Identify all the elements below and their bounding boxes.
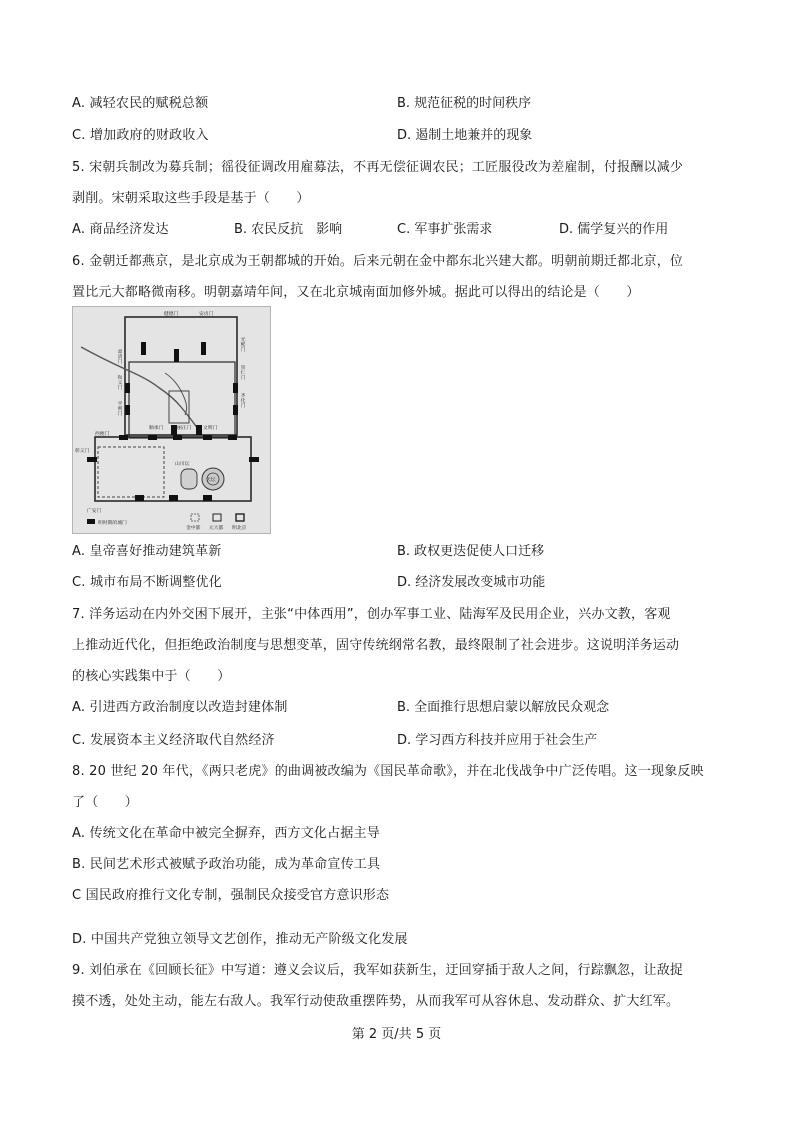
legend-label-ming: 明北京 <box>232 526 247 531</box>
map-gate-label: 西便门 <box>95 432 110 437</box>
legend-label-jin: 金中都 <box>186 526 201 531</box>
temple-shanchuan <box>181 469 197 489</box>
map-gate-label: 崇仁门 <box>239 365 245 380</box>
q6-option-c: C. 城市布局不断调整优化 <box>72 575 222 590</box>
q5-option-c: C. 军事扩张需求 <box>397 222 493 237</box>
beijing-city-map <box>72 306 271 534</box>
q5-option-d: D. 儒学复兴的作用 <box>559 222 669 237</box>
map-gate-label: 广安门 <box>87 509 102 514</box>
q8-stem-line1: 8. 20 世纪 20 年代，《两只老虎》的曲调被改编为《国民革命歌》，并在北伐战争中广泛传唱。这一现象反映 <box>72 764 704 779</box>
map-gate-label: 和义门 <box>116 375 122 390</box>
map-gate-label: 彰义门 <box>75 449 90 454</box>
q6-stem-line1: 6. 金朝迁都燕京，是北京成为王朝都城的开始。后来元朝在金中都东北兴建大都。明朝前期迁都北京，位 <box>72 254 684 269</box>
river <box>81 347 198 429</box>
q9-stem-line2: 摸不透，处处主动，能左右敌人。我军行动使敌重摆阵势，从而我军可从容休息、发动群众、扩大红军。 <box>72 994 680 1009</box>
q6-option-a: A. 皇帝喜好推动建筑革新 <box>72 544 222 559</box>
q6-option-d: D. 经济发展改变城市功能 <box>397 575 546 590</box>
q7-stem-line2: 上推动近代化，但拒绝政治制度与思想变革，固守传统纲常名教，最终限制了社会进步。这说明洋务运动 <box>72 638 680 653</box>
q4-option-a: A. 减轻农民的赋税总额 <box>72 96 209 111</box>
imperial-palace <box>169 391 189 423</box>
legend-yuan-swatch <box>213 514 221 521</box>
q7-option-c: C. 发展资本主义经济取代自然经济 <box>72 733 275 748</box>
map-gate-label: 丽正门 <box>177 426 192 431</box>
q9-stem-line1: 9. 刘伯承在《回顾长征》中写道：遵义会议后，我军如获新生，迂回穿插于敌人之间，行踪飘忽，让敌捉 <box>72 963 684 978</box>
q5-stem-line2: 剥削。宋朝采取这些手段是基于（ ） <box>72 191 310 206</box>
q7-option-a: A. 引进西方政治制度以改造封建体制 <box>72 700 288 715</box>
map-gate-label: 光熙门 <box>239 337 245 352</box>
legend-label-yuan: 元大都 <box>209 526 224 531</box>
q7-stem-line1: 7. 洋务运动在内外交困下展开，主张“中体西用”，创办军事工业、陆海军及民用企业，兴办文教，客观 <box>72 607 671 622</box>
q8-option-c: C 国民政府推行文化专制，强制民众接受官方意识形态 <box>72 888 390 903</box>
q8-option-a: A. 传统文化在革命中被完全摒弃，西方文化占据主导 <box>72 826 380 841</box>
map-gate-label: 健德门 <box>164 312 179 317</box>
legend-jin-swatch <box>191 514 199 521</box>
map-gate-label: 平则门 <box>116 401 122 416</box>
q5-option-a: A. 商品经济发达 <box>72 222 169 237</box>
q4-option-d: D. 遏制土地兼并的现象 <box>397 128 533 143</box>
legend-gate-label: 明时期的城门 <box>98 521 127 526</box>
map-gate-label: 齐化门 <box>239 393 245 408</box>
legend-ming-swatch <box>236 514 244 521</box>
q4-option-b: B. 规范征税的时间秩序 <box>397 96 532 111</box>
q5-stem-line1: 5. 宋朝兵制改为募兵制；徭役征调改用雇募法，不再无偿征调农民；工匠服役改为差雇制，付报酬以减少 <box>72 160 684 175</box>
q8-stem-line2: 了（ ） <box>72 795 139 810</box>
q7-stem-line3: 的核心实践集中于（ ） <box>72 669 231 684</box>
map-gate-label: 文明门 <box>203 426 218 431</box>
map-temple-label: 山川坛 <box>175 462 190 467</box>
q7-option-d: D. 学习西方科技并应用于社会生产 <box>397 733 598 748</box>
q6-stem-line2: 置比元大都略微南移。明朝嘉靖年间，又在北京城南面加修外城。据此可以得出的结论是（ ） <box>72 285 640 300</box>
q6-option-b: B. 政权更迭促使人口迁移 <box>397 544 545 559</box>
q5-option-b: B. 农民反抗 影响 <box>234 222 343 237</box>
map-gate-label: 顺承门 <box>149 426 164 431</box>
legend-gate-swatch <box>87 519 95 524</box>
q4-option-c: C. 增加政府的财政收入 <box>72 128 209 143</box>
ming-gate-markers <box>87 342 259 501</box>
q7-option-b: B. 全面推行思想启蒙以解放民众观念 <box>397 700 610 715</box>
q8-option-b: B. 民间艺术形式被赋予政治功能，成为革命宣传工具 <box>72 857 381 872</box>
yuan-dadu-wall <box>125 317 237 435</box>
q8-option-d: D. 中国共产党独立领导文艺创作，推动无产阶级文化发展 <box>72 932 408 947</box>
map-gate-label: 安贞门 <box>199 312 214 317</box>
jin-zhongdu-wall <box>98 447 164 497</box>
page-number: 第 2 页/共 5 页 <box>351 1027 442 1042</box>
map-gate-label: 肃清门 <box>116 349 122 364</box>
map-temple-label: 天坛 <box>206 478 216 483</box>
